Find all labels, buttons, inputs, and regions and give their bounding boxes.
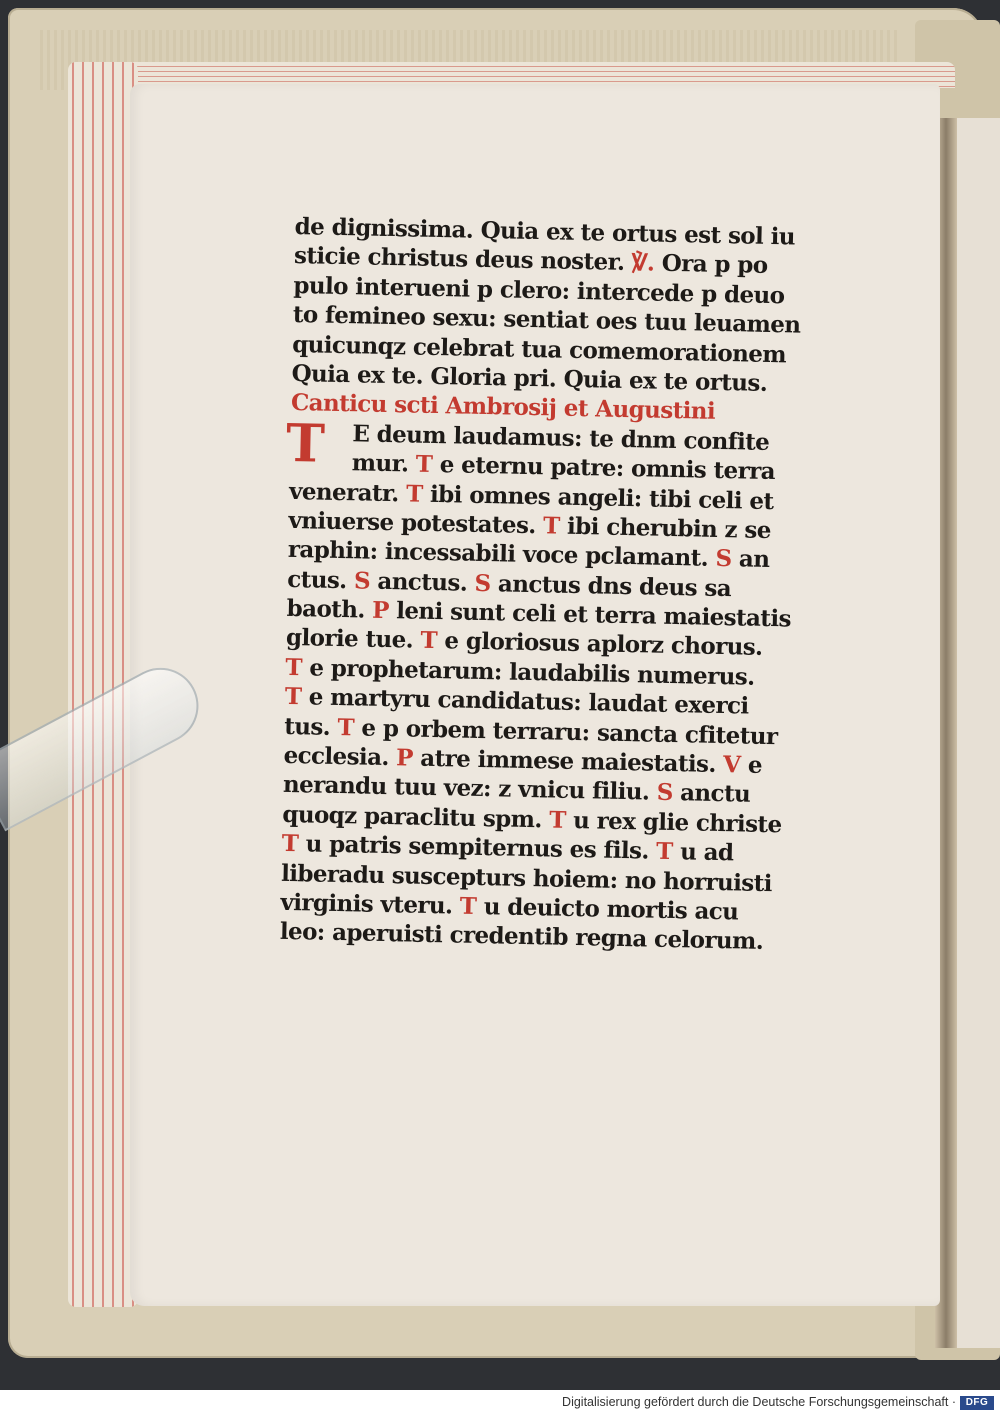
- rubric-text: T: [459, 892, 477, 920]
- line-text: leo: aperuisti credentib regna celorum.: [279, 918, 764, 956]
- line-text: liberadu suscepturs hoiem: no horruisti: [280, 859, 773, 897]
- line-text: glorie tue.: [285, 624, 421, 655]
- line-text: leni sunt celi et terra maiestatis: [388, 597, 792, 633]
- footer-credit: Digitalisierung gefördert durch die Deutsche Forschungsgemeinschaft ·: [562, 1395, 956, 1409]
- drop-capital: T: [285, 412, 325, 475]
- line-text: ctus.: [287, 565, 355, 595]
- rubric-text: T: [542, 512, 560, 540]
- line-text: anctus.: [369, 567, 475, 597]
- line-text: e p orbem terraru: sancta cfitetur: [353, 713, 778, 750]
- rubric-text: T: [548, 806, 567, 834]
- line-text: e: [740, 751, 763, 779]
- line-text: quicunqz celebrat tua comemorationem: [291, 330, 787, 368]
- line-text: e eternu patre: omnis terra: [432, 451, 776, 486]
- line-text: baoth.: [286, 594, 373, 624]
- rubric-text: P: [371, 596, 390, 625]
- rubric-text: T: [281, 830, 299, 858]
- line-text: raphin: incessabili voce pclamant.: [287, 536, 716, 573]
- line-text: Quia ex te. Gloria pri. Quia ex te ortus.: [291, 359, 768, 397]
- rubric-text: V: [722, 751, 741, 779]
- dfg-logo: DFG: [960, 1396, 994, 1410]
- line-text: e prophetarum: laudabilis numerus.: [301, 654, 755, 691]
- line-text: ibi omnes angeli: tibi celi et: [422, 480, 774, 515]
- line-text: nerandu tuu vez: z vnicu filiu.: [282, 771, 658, 807]
- rubric-text: T: [415, 450, 433, 479]
- line-text: pulo interueni p clero: intercede p deuo: [293, 271, 785, 310]
- rubric-text: S: [353, 567, 371, 595]
- rubric-text: Canticu scti Ambrosij et Augustini: [290, 389, 716, 426]
- rubric-text: P: [395, 744, 414, 772]
- rubric-text: S: [656, 779, 674, 807]
- footer-bar: [0, 1390, 1000, 1416]
- line-text: de dignissima. Quia ex te ortus est sol iu: [294, 212, 796, 251]
- line-text: an: [731, 545, 770, 574]
- facing-page: [950, 118, 1000, 1348]
- line-text: Ora p po: [654, 249, 768, 280]
- line-text: e gloriosus aplorz chorus.: [436, 627, 763, 662]
- line-text: ecclesia.: [283, 741, 397, 772]
- line-text: u rex glie christe: [565, 806, 782, 839]
- line-text: anctu: [672, 779, 751, 809]
- line-text: ibi cherubin z se: [559, 512, 772, 544]
- rubric-text: T: [285, 653, 303, 682]
- line-text: mur.: [351, 449, 417, 478]
- line-text: to femineo sexu: sentiat oes tuu leuamen: [292, 301, 801, 339]
- rubric-text: T: [655, 837, 673, 866]
- line-text: E deum laudamus: te dnm confite: [352, 419, 770, 456]
- line-text: u patris sempiternus es fils.: [297, 830, 657, 865]
- rubric-text: T: [337, 713, 355, 741]
- page-text-block: [280, 212, 875, 959]
- line-text: quoqz paraclitu spm.: [282, 800, 550, 834]
- rubric-text: T: [284, 683, 302, 711]
- line-text: e martyru candidatus: laudat exerci: [301, 683, 749, 720]
- line-text: virginis vteru.: [280, 888, 461, 920]
- rubric-text: S: [474, 569, 491, 597]
- rubric-text: ℣.: [631, 249, 655, 277]
- line-text: u ad: [672, 838, 734, 867]
- line-text: veneratr.: [288, 477, 407, 507]
- line-text: vniuerse potestates.: [288, 506, 544, 540]
- rubric-text: S: [715, 545, 732, 573]
- rubric-text: T: [420, 627, 438, 655]
- rubric-text: T: [405, 479, 423, 508]
- line-text: atre immese maiestatis.: [412, 744, 724, 779]
- line-text: u deuicto mortis acu: [476, 892, 739, 926]
- line-text: sticie christus deus noster.: [293, 242, 633, 277]
- line-text: tus.: [283, 712, 338, 741]
- line-text: anctus dns deus sa: [490, 569, 732, 602]
